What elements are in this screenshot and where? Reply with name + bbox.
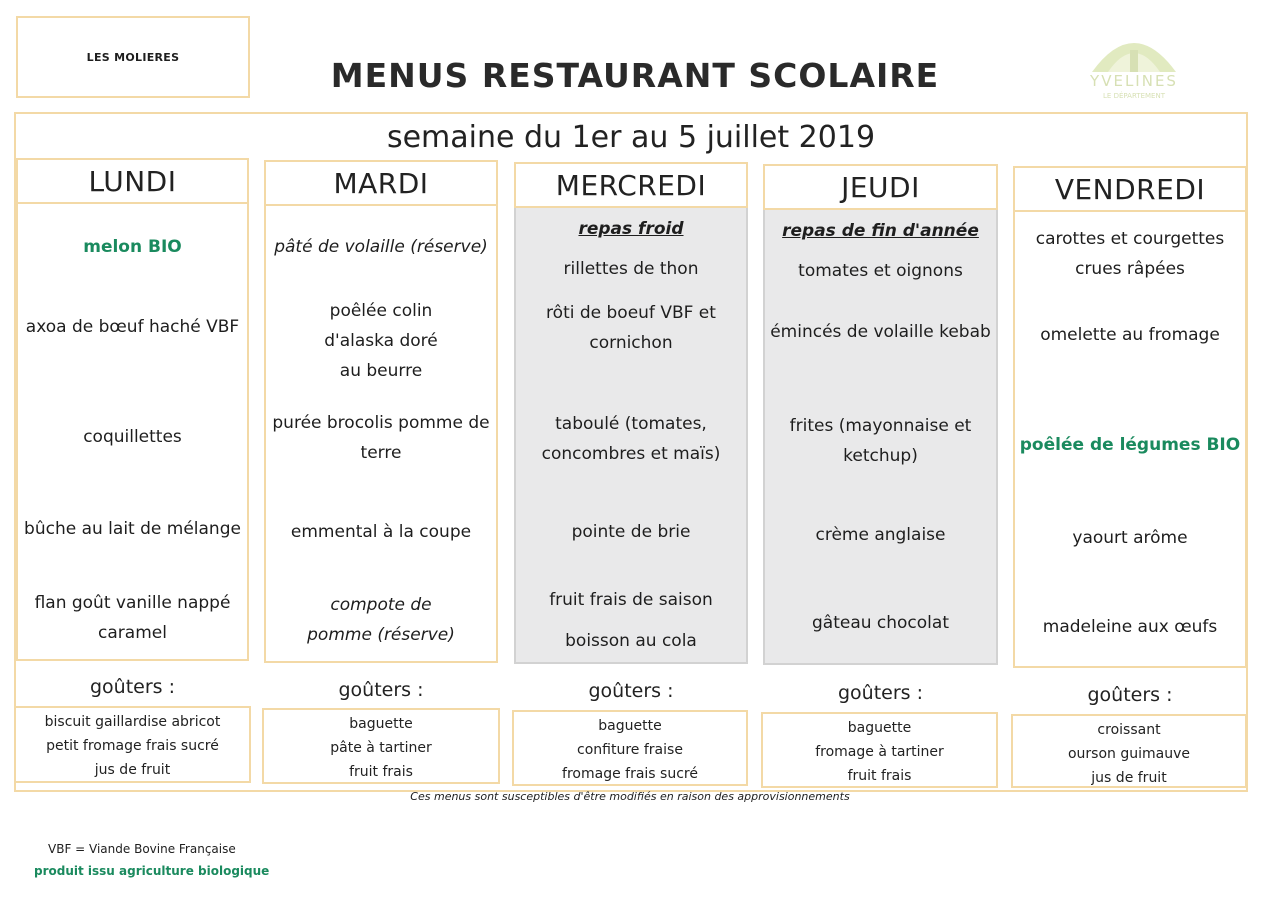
menu-item-main: rôti de boeuf VBF et cornichon [546, 303, 716, 353]
day-header: LUNDI [16, 158, 249, 204]
menu-item-dessert: madeleine aux œufs [1042, 617, 1218, 637]
day-menu [16, 204, 249, 661]
menu-item-dessert: flan goût vanille nappé caramel [34, 593, 231, 643]
gouter-item: baguette [598, 718, 662, 734]
gouter-box [14, 706, 251, 783]
day-menu [1013, 212, 1247, 668]
legend-vbf: VBF = Viande Bovine Française [48, 842, 236, 856]
gouter-label: goûters : [837, 682, 924, 704]
school-name-box [16, 16, 250, 98]
menu-item-starter: melon BIO [83, 237, 182, 257]
menu-subtitle: repas froid [578, 219, 684, 239]
school-name: LES MOLIERES [86, 50, 180, 64]
menu-item-cheese: pointe de brie [571, 522, 691, 542]
menu-subtitle: repas de fin d'année [782, 221, 979, 241]
menu-item-cheese: bûche au lait de mélange [24, 519, 241, 539]
week-title: semaine du 1er au 5 juillet 2019 [386, 119, 876, 155]
day-column-mardi [264, 160, 498, 785]
menu-item-side: poêlée de légumes BIO [1019, 435, 1241, 455]
day-header: MARDI [264, 160, 498, 206]
gouter-box [1011, 714, 1247, 788]
gouter-item: confiture fraise [577, 742, 683, 758]
gouter-item: biscuit gaillardise abricot [44, 714, 221, 730]
day-column-vendredi [1013, 166, 1247, 791]
gouter-box [262, 708, 500, 784]
menu-item-drink: boisson au cola [565, 631, 697, 651]
tree-icon [1078, 20, 1190, 80]
menu-item-dessert: compote de pomme (réserve) [307, 595, 455, 645]
day-header: VENDREDI [1013, 166, 1247, 212]
gouter-box [512, 710, 748, 786]
menu-item-side: coquillettes [83, 427, 182, 447]
logo-subtext: LE DÉPARTEMENT [1103, 92, 1165, 100]
day-column-jeudi [763, 164, 998, 789]
menu-item-dessert: fruit frais de saison [549, 590, 713, 610]
gouter-item: croissant [1097, 722, 1161, 738]
gouter-label: goûters : [1087, 684, 1173, 706]
gouter-box [761, 712, 998, 788]
menu-item-side: frites (mayonnaise et ketchup) [789, 416, 972, 466]
menu-item-starter: pâté de volaille (réserve) [274, 237, 488, 257]
gouter-item: jus de fruit [1091, 770, 1167, 786]
menu-item-main: axoa de bœuf haché VBF [25, 317, 240, 337]
page-title: MENUS RESTAURANT SCOLAIRE [330, 55, 940, 95]
gouter-label: goûters : [588, 680, 674, 702]
menu-item-starter: rillettes de thon [563, 259, 699, 279]
gouter-item: fruit frais [349, 764, 413, 780]
day-menu [514, 208, 748, 664]
gouter-item: petit fromage frais sucré [46, 738, 219, 754]
menu-item-dairy: yaourt arôme [1072, 528, 1188, 548]
menu-item-main: émincés de volaille kebab [770, 322, 991, 342]
menu-item-main: poêlée colin d'alaska doré au beurre [324, 301, 438, 381]
gouter-item: baguette [349, 716, 413, 732]
gouter-item: ourson guimauve [1067, 746, 1190, 762]
day-header: JEUDI [763, 164, 998, 210]
gouter-item: baguette [847, 720, 912, 736]
legend-bio: produit issu agriculture biologique [34, 864, 270, 878]
gouter-item: fromage frais sucré [562, 766, 698, 782]
day-column-lundi [16, 158, 249, 783]
gouter-item: pâte à tartiner [330, 740, 432, 756]
gouter-item: fruit frais [847, 768, 912, 784]
menu-item-side: taboulé (tomates, concombres et maïs) [541, 414, 721, 464]
day-menu [264, 206, 498, 663]
yvelines-logo [1078, 20, 1190, 102]
menu-item-dessert-2: gâteau chocolat [811, 613, 949, 633]
logo-text: YVELINES [1090, 72, 1178, 90]
menu-item-starter: tomates et oignons [798, 261, 963, 281]
gouter-item: jus de fruit [94, 762, 171, 778]
supply-disclaimer: Ces menus sont susceptibles d'être modifiés en raison des approvisionnements [410, 790, 850, 803]
gouter-item: fromage à tartiner [815, 744, 944, 760]
day-header: MERCREDI [514, 162, 748, 208]
gouter-label: goûters : [89, 676, 176, 698]
menu-item-cheese: emmental à la coupe [290, 522, 472, 542]
menu-item-main: omelette au fromage [1040, 325, 1220, 345]
gouter-label: goûters : [338, 679, 424, 701]
day-menu [763, 210, 998, 665]
menu-item-dessert-1: crème anglaise [815, 525, 946, 545]
menu-item-starter: carottes et courgettes crues râpées [1035, 229, 1225, 279]
day-column-mercredi [514, 162, 748, 787]
menu-item-side: purée brocolis pomme de terre [272, 413, 490, 463]
